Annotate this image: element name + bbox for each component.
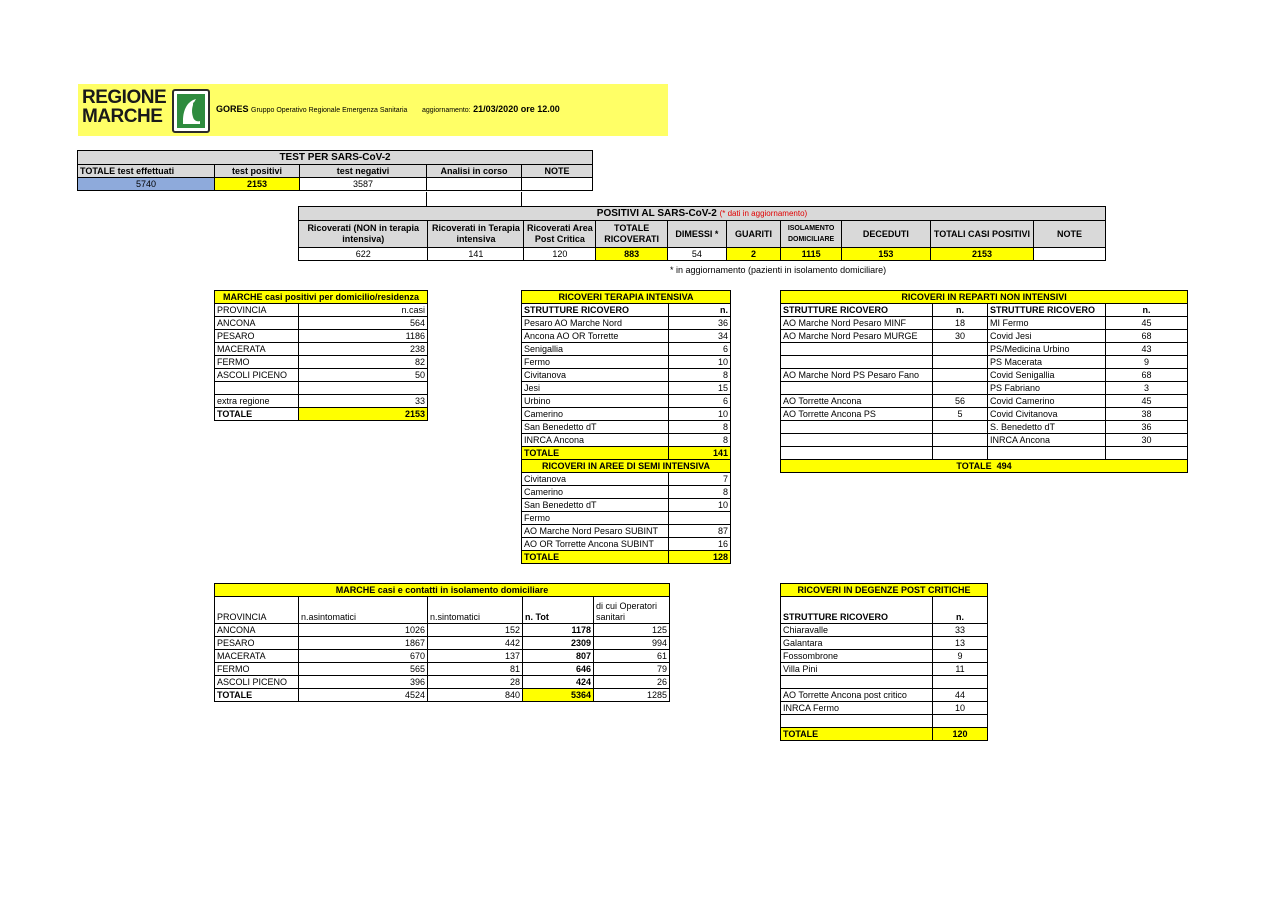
table-cell: 44 [933, 689, 988, 702]
test-in-progress-value [427, 178, 522, 191]
non-intensivi-header: n. [1106, 304, 1188, 317]
table-cell [669, 512, 731, 525]
table-cell: 33 [299, 395, 428, 408]
semi-intensiva-total-label: TOTALE [522, 551, 669, 564]
table-cell [933, 382, 988, 395]
table-cell: 50 [299, 369, 428, 382]
table-cell: 36 [669, 317, 731, 330]
table-cell: 6 [669, 395, 731, 408]
test-header: test positivi [215, 165, 300, 178]
table-cell: 9 [933, 650, 988, 663]
table-cell: 2309 [523, 637, 594, 650]
table-cell: INRCA Ancona [988, 434, 1106, 447]
table-cell: 1867 [299, 637, 428, 650]
positivi-header: ISOLAMENTO DOMICILIARE [781, 221, 842, 248]
table-cell: 82 [299, 356, 428, 369]
table-cell: INRCA Fermo [781, 702, 933, 715]
table-cell: 137 [428, 650, 523, 663]
table-row [215, 650, 670, 663]
test-header: test negativi [300, 165, 427, 178]
isolamento-header: PROVINCIA [215, 597, 299, 624]
table-cell: PESARO [215, 637, 299, 650]
table-cell: 68 [1106, 369, 1188, 382]
table-cell [781, 343, 933, 356]
table-cell: PS Macerata [988, 356, 1106, 369]
post-critiche-total-label: TOTALE [781, 728, 933, 741]
table-cell: AO Marche Nord Pesaro SUBINT [522, 525, 669, 538]
test-header: Analisi in corso [427, 165, 522, 178]
table-cell: AO Marche Nord PS Pesaro Fano [781, 369, 933, 382]
table-cell: 670 [299, 650, 428, 663]
table-cell: 807 [523, 650, 594, 663]
table-cell [781, 382, 933, 395]
table-row [781, 382, 1188, 395]
table-cell [1106, 447, 1188, 460]
positivi-value [1034, 248, 1106, 261]
table-cell: Covid Camerino [988, 395, 1106, 408]
table-cell [781, 356, 933, 369]
table-cell: extra regione [215, 395, 299, 408]
table-cell [781, 715, 933, 728]
table-cell: 152 [428, 624, 523, 637]
table-cell: S. Benedetto dT [988, 421, 1106, 434]
table-cell: 1026 [299, 624, 428, 637]
table-row [522, 525, 731, 538]
positivi-footnote: * in aggiornamento (pazienti in isolamento domiciliare) [670, 265, 887, 275]
table-cell: PS/Medicina Urbino [988, 343, 1106, 356]
divider [426, 192, 427, 206]
region-emblem-icon [172, 89, 210, 133]
table-cell [781, 421, 933, 434]
table-row [781, 676, 988, 689]
table-cell: 10 [669, 499, 731, 512]
table-cell [933, 421, 988, 434]
table-cell: 1178 [523, 624, 594, 637]
table-cell: AO Torrette Ancona [781, 395, 933, 408]
test-positive-value: 2153 [215, 178, 300, 191]
post-critiche-col-header: n. [933, 597, 988, 624]
table-cell: 16 [669, 538, 731, 551]
table-cell [933, 676, 988, 689]
positivi-header: NOTE [1034, 221, 1106, 248]
table-row [215, 343, 428, 356]
isolamento-title: MARCHE casi e contatti in isolamento domiciliare [215, 584, 670, 597]
table-cell: 28 [428, 676, 523, 689]
table-cell: ANCONA [215, 317, 299, 330]
isolamento-header: n.sintomatici [428, 597, 523, 624]
table-cell: Fossombrone [781, 650, 933, 663]
non-intensivi-total: TOTALE 494 [781, 460, 1188, 473]
table-row [215, 663, 670, 676]
table-cell: 18 [933, 317, 988, 330]
table-cell: 994 [594, 637, 670, 650]
table-cell: Chiaravalle [781, 624, 933, 637]
test-note-value [522, 178, 593, 191]
table-row [781, 421, 1188, 434]
positivi-value: 2153 [930, 248, 1033, 261]
table-row [215, 369, 428, 382]
province-col-header: PROVINCIA [215, 304, 299, 317]
positivi-header: DECEDUTI [841, 221, 930, 248]
table-cell [781, 447, 933, 460]
table-cell: ASCOLI PICENO [215, 676, 299, 689]
table-cell: INRCA Ancona [522, 434, 669, 447]
table-row [522, 369, 731, 382]
table-cell: Fermo [522, 512, 669, 525]
semi-intensiva-total-value: 128 [669, 551, 731, 564]
table-cell: 61 [594, 650, 670, 663]
positivi-header: TOTALI CASI POSITIVI [930, 221, 1033, 248]
table-row [522, 408, 731, 421]
table-row [781, 434, 1188, 447]
table-row [781, 624, 988, 637]
province-title: MARCHE casi positivi per domicilio/residenza [215, 291, 428, 304]
test-header: TOTALE test effettuati [78, 165, 215, 178]
test-total-value: 5740 [78, 178, 215, 191]
table-row [781, 689, 988, 702]
positivi-value: 883 [596, 248, 668, 261]
positivi-value: 141 [428, 248, 524, 261]
table-cell: 565 [299, 663, 428, 676]
table-cell: 8 [669, 421, 731, 434]
table-cell: 87 [669, 525, 731, 538]
header-banner [78, 84, 668, 136]
positivi-title: POSITIVI AL SARS-CoV-2 (* dati in aggiornamento) [299, 207, 1106, 221]
table-row [215, 395, 428, 408]
table-cell: 30 [1106, 434, 1188, 447]
table-row [781, 715, 988, 728]
table-cell: 36 [1106, 421, 1188, 434]
table-row [522, 421, 731, 434]
intensiva-total-value: 141 [669, 447, 731, 460]
positivi-value: 2 [726, 248, 781, 261]
table-cell: ANCONA [215, 624, 299, 637]
table-cell: 45 [1106, 395, 1188, 408]
table-cell: 564 [299, 317, 428, 330]
table-cell: San Benedetto dT [522, 499, 669, 512]
org-info: GORES Gruppo Operativo Regionale Emergenza Sanitaria aggiornamento: 21/03/2020 ore 12.00 [216, 104, 560, 114]
test-header: NOTE [522, 165, 593, 178]
table-cell: Covid Senigallia [988, 369, 1106, 382]
non-intensivi-table [780, 290, 1188, 473]
table-row [522, 434, 731, 447]
table-cell: FERMO [215, 663, 299, 676]
table-cell [215, 382, 299, 395]
table-cell: AO OR Torrette Ancona SUBINT [522, 538, 669, 551]
table-cell: 442 [428, 637, 523, 650]
positivi-table [298, 206, 1106, 261]
table-cell: San Benedetto dT [522, 421, 669, 434]
table-cell: MACERATA [215, 650, 299, 663]
table-row [522, 538, 731, 551]
table-row [522, 395, 731, 408]
table-cell: Fermo [522, 356, 669, 369]
table-cell [933, 715, 988, 728]
table-row [522, 473, 731, 486]
isolamento-header: n.asintomatici [299, 597, 428, 624]
table-cell: Covid Civitanova [988, 408, 1106, 421]
isolamento-header: di cui Operatori sanitari [594, 597, 670, 624]
table-cell: MACERATA [215, 343, 299, 356]
table-cell: 34 [669, 330, 731, 343]
positivi-header: TOTALE RICOVERATI [596, 221, 668, 248]
isolamento-total-value: 5364 [523, 689, 594, 702]
table-cell: AO Marche Nord Pesaro MINF [781, 317, 933, 330]
semi-intensiva-title: RICOVERI IN AREE DI SEMI INTENSIVA [522, 460, 731, 473]
table-row [781, 637, 988, 650]
table-cell: 81 [428, 663, 523, 676]
table-cell: Jesi [522, 382, 669, 395]
divider [521, 192, 522, 206]
intensiva-table [521, 290, 731, 564]
post-critiche-title: RICOVERI IN DEGENZE POST CRITICHE [781, 584, 988, 597]
table-cell: ASCOLI PICENO [215, 369, 299, 382]
table-cell: FERMO [215, 356, 299, 369]
table-row [522, 356, 731, 369]
table-row [781, 369, 1188, 382]
non-intensivi-title: RICOVERI IN REPARTI NON INTENSIVI [781, 291, 1188, 304]
table-cell: 238 [299, 343, 428, 356]
province-total-label: TOTALE [215, 408, 299, 421]
post-critiche-table [780, 583, 988, 741]
table-row [215, 317, 428, 330]
table-row [781, 663, 988, 676]
table-cell: 33 [933, 624, 988, 637]
table-row [215, 676, 670, 689]
table-cell: 9 [1106, 356, 1188, 369]
intensiva-title: RICOVERI TERAPIA INTENSIVA [522, 291, 731, 304]
table-cell: 396 [299, 676, 428, 689]
table-cell: 30 [933, 330, 988, 343]
non-intensivi-header: STRUTTURE RICOVERO [988, 304, 1106, 317]
isolamento-total-value: 1285 [594, 689, 670, 702]
table-cell: 7 [669, 473, 731, 486]
table-cell [933, 369, 988, 382]
table-row [781, 395, 1188, 408]
table-cell: 8 [669, 434, 731, 447]
table-cell: 11 [933, 663, 988, 676]
table-cell: 43 [1106, 343, 1188, 356]
table-cell [988, 447, 1106, 460]
table-cell: PESARO [215, 330, 299, 343]
post-critiche-col-header: STRUTTURE RICOVERO [781, 597, 933, 624]
table-row [781, 330, 1188, 343]
table-cell [933, 434, 988, 447]
table-cell: 10 [669, 356, 731, 369]
table-cell: 10 [933, 702, 988, 715]
positivi-value: 54 [668, 248, 727, 261]
table-row [781, 343, 1188, 356]
table-cell: 68 [1106, 330, 1188, 343]
table-cell: AO Torrette Ancona post critico [781, 689, 933, 702]
intensiva-total-label: TOTALE [522, 447, 669, 460]
positivi-value: 120 [524, 248, 596, 261]
table-row [215, 637, 670, 650]
table-cell: 13 [933, 637, 988, 650]
table-row [215, 330, 428, 343]
province-col-header: n.casi [299, 304, 428, 317]
table-cell [781, 676, 933, 689]
table-cell: Camerino [522, 486, 669, 499]
table-row [522, 512, 731, 525]
table-cell: 646 [523, 663, 594, 676]
table-cell [933, 356, 988, 369]
table-cell: Urbino [522, 395, 669, 408]
region-logo-text: REGIONE MARCHE [82, 87, 167, 127]
positivi-header: DIMESSI * [668, 221, 727, 248]
table-cell: 1186 [299, 330, 428, 343]
table-cell: Camerino [522, 408, 669, 421]
table-row [522, 317, 731, 330]
table-row [522, 499, 731, 512]
intensiva-col-header: n. [669, 304, 731, 317]
table-cell: Pesaro AO Marche Nord [522, 317, 669, 330]
table-cell: 3 [1106, 382, 1188, 395]
test-table [77, 150, 593, 191]
table-cell: AO Marche Nord Pesaro MURGE [781, 330, 933, 343]
non-intensivi-header: n. [933, 304, 988, 317]
isolamento-header: n. Tot [523, 597, 594, 624]
isolamento-table [214, 583, 670, 702]
isolamento-total-value: 4524 [299, 689, 428, 702]
table-row [522, 343, 731, 356]
table-cell: 15 [669, 382, 731, 395]
table-cell: PS Fabriano [988, 382, 1106, 395]
table-cell: Senigallia [522, 343, 669, 356]
table-row [781, 408, 1188, 421]
table-cell: Civitanova [522, 369, 669, 382]
positivi-header: Ricoverati (NON in terapia intensiva) [299, 221, 428, 248]
table-row [215, 624, 670, 637]
table-row [781, 650, 988, 663]
table-cell: 5 [933, 408, 988, 421]
table-cell: Ancona AO OR Torrette [522, 330, 669, 343]
table-cell: 125 [594, 624, 670, 637]
table-cell: 45 [1106, 317, 1188, 330]
table-row [522, 486, 731, 499]
table-cell: AO Torrette Ancona PS [781, 408, 933, 421]
table-cell: Covid Jesi [988, 330, 1106, 343]
table-cell: 56 [933, 395, 988, 408]
table-cell [781, 434, 933, 447]
table-cell: 424 [523, 676, 594, 689]
table-row [215, 356, 428, 369]
table-cell: Galantara [781, 637, 933, 650]
non-intensivi-header: STRUTTURE RICOVERO [781, 304, 933, 317]
table-row [522, 382, 731, 395]
post-critiche-total-value: 120 [933, 728, 988, 741]
positivi-header: GUARITI [726, 221, 781, 248]
table-row [781, 702, 988, 715]
province-total-value: 2153 [299, 408, 428, 421]
positivi-value: 153 [841, 248, 930, 261]
test-table-title: TEST PER SARS-CoV-2 [78, 151, 593, 165]
table-cell: Villa Pini [781, 663, 933, 676]
province-table [214, 290, 428, 421]
table-cell [933, 447, 988, 460]
table-cell: 8 [669, 369, 731, 382]
test-negative-value: 3587 [300, 178, 427, 191]
table-row [781, 447, 1188, 460]
table-row [215, 382, 428, 395]
positivi-value: 622 [299, 248, 428, 261]
table-cell: Civitanova [522, 473, 669, 486]
isolamento-total-value: 840 [428, 689, 523, 702]
table-cell: 10 [669, 408, 731, 421]
table-cell: 8 [669, 486, 731, 499]
positivi-header: Ricoverati Area Post Critica [524, 221, 596, 248]
positivi-value: 1115 [781, 248, 842, 261]
intensiva-col-header: STRUTTURE RICOVERO [522, 304, 669, 317]
isolamento-total-label: TOTALE [215, 689, 299, 702]
table-cell: MI Fermo [988, 317, 1106, 330]
table-row [522, 330, 731, 343]
table-cell: 6 [669, 343, 731, 356]
positivi-header: Ricoverati in Terapia intensiva [428, 221, 524, 248]
table-cell: 79 [594, 663, 670, 676]
table-row [781, 317, 1188, 330]
table-cell [933, 343, 988, 356]
table-row [781, 356, 1188, 369]
table-cell [299, 382, 428, 395]
table-cell: 26 [594, 676, 670, 689]
table-cell: 38 [1106, 408, 1188, 421]
